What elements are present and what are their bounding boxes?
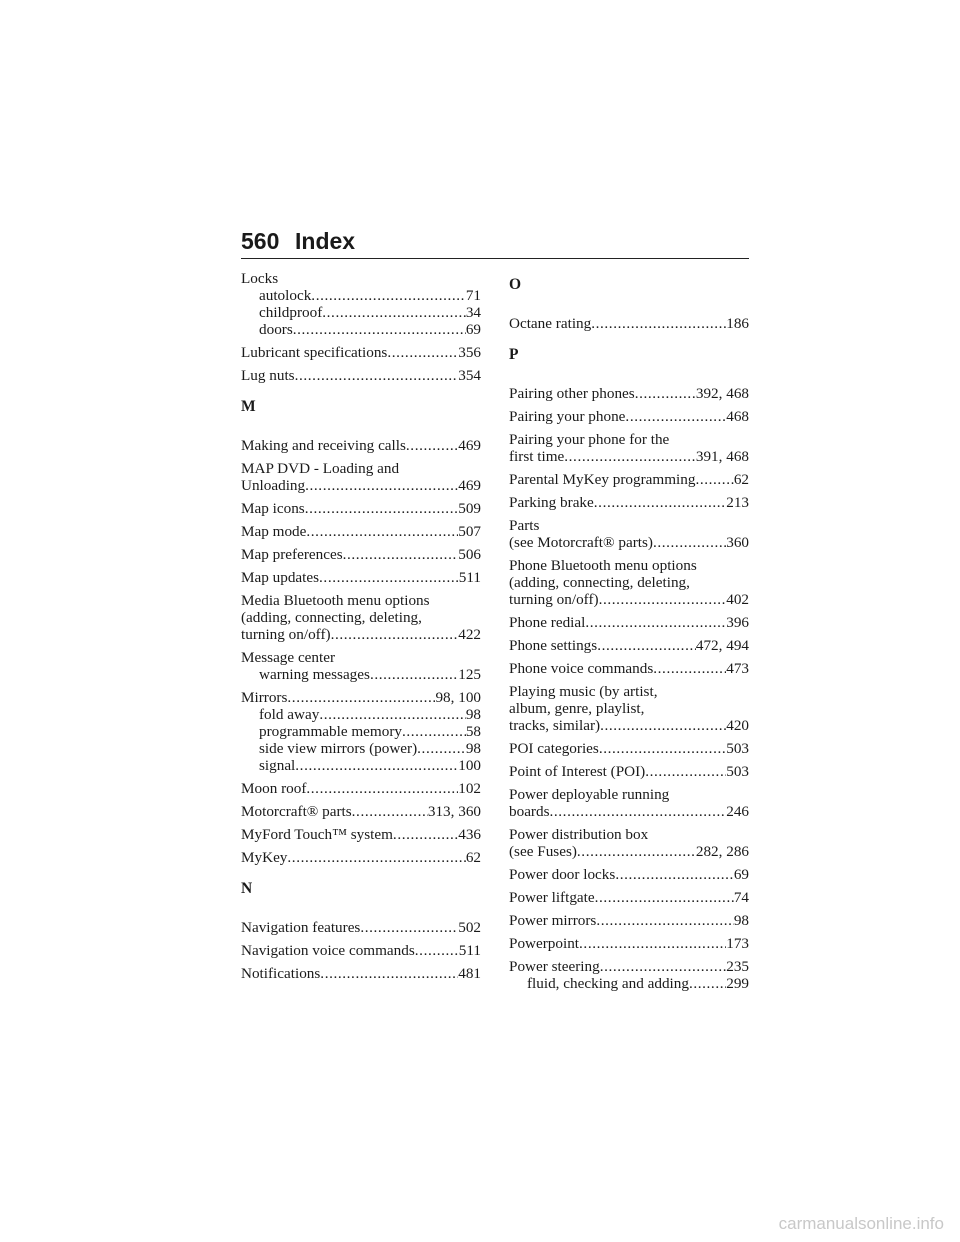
index-entry	[241, 592, 481, 643]
page-reference: 503	[726, 763, 749, 780]
index-line	[241, 500, 481, 517]
index-entry	[241, 460, 481, 494]
dot-leader	[595, 889, 734, 906]
index-entry	[241, 849, 481, 866]
index-entry	[509, 740, 749, 757]
index-line	[509, 591, 749, 608]
index-line	[509, 534, 749, 551]
index-term: Power door locks	[509, 866, 616, 883]
index-entry	[241, 270, 481, 338]
index-entry	[509, 660, 749, 677]
page-reference: 102	[458, 780, 481, 797]
page-reference: 511	[458, 569, 481, 586]
index-term: childproof	[259, 304, 323, 321]
index-line	[241, 304, 481, 321]
dot-leader	[331, 626, 459, 643]
index-entry	[241, 803, 481, 820]
page-reference: 506	[458, 546, 481, 563]
page-title: Index	[295, 228, 356, 254]
page-reference: 246	[726, 803, 749, 820]
page-reference: 468	[726, 408, 749, 425]
page-reference: 502	[458, 919, 481, 936]
index-line	[509, 637, 749, 654]
index-line	[509, 614, 749, 631]
index-entry	[509, 763, 749, 780]
index-term: Phone settings	[509, 637, 598, 654]
index-column-right	[509, 270, 749, 998]
dot-leader	[293, 321, 466, 338]
index-term: Power steering	[509, 958, 600, 975]
dot-leader	[591, 315, 726, 332]
dot-leader	[653, 660, 726, 677]
index-entry	[509, 408, 749, 425]
index-entry	[509, 826, 749, 860]
dot-leader	[343, 546, 459, 563]
dot-leader	[387, 344, 458, 361]
section-letter: M	[241, 398, 256, 415]
dot-leader	[393, 826, 458, 843]
index-line	[241, 849, 481, 866]
page-reference: 360	[726, 534, 749, 551]
index-line	[509, 866, 749, 883]
dot-leader	[306, 780, 458, 797]
index-term: Unloading	[241, 477, 306, 494]
page-reference: 69	[465, 321, 481, 338]
dot-leader	[406, 437, 458, 454]
page-reference: 436	[458, 826, 481, 843]
page-reference: 213	[726, 494, 749, 511]
index-term: fold away	[259, 706, 320, 723]
index-line	[241, 523, 481, 540]
index-term: Lubricant specifications	[241, 344, 388, 361]
page-header	[241, 228, 749, 259]
index-line	[241, 367, 481, 384]
index-entry	[509, 431, 749, 465]
index-term: Motorcraft® parts	[241, 803, 352, 820]
index-line	[241, 757, 481, 774]
index-term: boards	[509, 803, 550, 820]
page-reference: 396	[726, 614, 749, 631]
index-line	[241, 477, 481, 494]
index-term: MAP DVD - Loading and	[241, 460, 400, 477]
page-reference: 420	[726, 717, 749, 734]
page-reference: 98	[465, 706, 481, 723]
page-reference: 282, 286	[695, 843, 749, 860]
index-entry	[241, 942, 481, 959]
page-reference: 58	[465, 723, 481, 740]
index-line	[241, 723, 481, 740]
index-term: (adding, connecting, deleting,	[241, 609, 422, 626]
index-term: Parts	[509, 517, 540, 534]
index-term: fluid, checking and adding	[527, 975, 689, 992]
index-line	[241, 780, 481, 797]
index-term: Power mirrors	[509, 912, 597, 929]
index-term: Pairing your phone	[509, 408, 626, 425]
page-reference: 98	[733, 912, 749, 929]
index-line	[509, 740, 749, 757]
dot-leader	[352, 803, 428, 820]
index-term: (see Motorcraft® parts)	[509, 534, 653, 551]
page-reference: 509	[458, 500, 481, 517]
page-reference: 125	[458, 666, 481, 683]
page-reference: 34	[465, 304, 481, 321]
dot-leader	[322, 304, 466, 321]
index-line	[509, 660, 749, 677]
index-line	[509, 471, 749, 488]
index-line	[509, 315, 749, 332]
index-term: Mirrors	[241, 689, 288, 706]
dot-leader	[615, 866, 734, 883]
index-term: (adding, connecting, deleting,	[509, 574, 690, 591]
index-entry	[509, 866, 749, 883]
index-column-left	[241, 270, 481, 988]
index-line	[509, 763, 749, 780]
index-term: Notifications	[241, 965, 321, 982]
page-reference: 391, 468	[695, 448, 749, 465]
dot-leader	[305, 477, 458, 494]
index-line	[509, 494, 749, 511]
page-reference: 313, 360	[427, 803, 481, 820]
index-line	[241, 437, 481, 454]
index-term: programmable memory	[259, 723, 402, 740]
index-line	[241, 826, 481, 843]
dot-leader	[319, 706, 466, 723]
watermark: carmanualsonline.info	[778, 1214, 944, 1233]
page-reference: 392, 468	[695, 385, 749, 402]
index-term: Map preferences	[241, 546, 343, 563]
index-entry	[509, 912, 749, 929]
index-entry	[509, 683, 749, 734]
dot-leader	[585, 614, 726, 631]
index-term: Phone Bluetooth menu options	[509, 557, 697, 574]
dot-leader	[370, 666, 458, 683]
page-reference: 469	[458, 477, 481, 494]
page-reference: 235	[726, 958, 749, 975]
index-line	[509, 803, 749, 820]
index-term: Navigation voice commands	[241, 942, 415, 959]
index-line	[241, 706, 481, 723]
dot-leader	[579, 935, 726, 952]
dot-leader	[402, 723, 466, 740]
index-entry	[509, 889, 749, 906]
dot-leader	[360, 919, 458, 936]
dot-leader	[689, 975, 726, 992]
index-term: Playing music (by artist,	[509, 683, 658, 700]
page-reference: 473	[726, 660, 749, 677]
index-line	[509, 889, 749, 906]
dot-leader	[635, 385, 696, 402]
index-term: Navigation features	[241, 919, 361, 936]
index-entry	[509, 517, 749, 551]
dot-leader	[577, 843, 696, 860]
index-line	[509, 408, 749, 425]
index-line	[241, 546, 481, 563]
index-entry	[509, 935, 749, 952]
index-line	[509, 912, 749, 929]
dot-leader	[295, 367, 459, 384]
index-line	[509, 935, 749, 952]
index-entry	[241, 367, 481, 384]
index-term: Media Bluetooth menu options	[241, 592, 430, 609]
page-reference: 98, 100	[435, 689, 481, 706]
index-entry	[241, 344, 481, 361]
index-term: side view mirrors (power)	[259, 740, 418, 757]
index-entry	[509, 786, 749, 820]
index-entry	[241, 826, 481, 843]
index-term: POI categories	[509, 740, 599, 757]
index-line	[241, 666, 481, 683]
index-entry	[241, 500, 481, 517]
index-entry	[509, 557, 749, 608]
dot-leader	[596, 912, 733, 929]
dot-leader	[645, 763, 726, 780]
index-term: Powerpoint	[509, 935, 580, 952]
index-term: Map icons	[241, 500, 305, 517]
dot-leader	[287, 849, 465, 866]
index-entry	[509, 958, 749, 992]
index-line	[241, 626, 481, 643]
page-reference: 100	[458, 757, 481, 774]
index-entry	[509, 494, 749, 511]
index-term: Moon roof	[241, 780, 307, 797]
index-entry	[509, 385, 749, 402]
page-reference: 481	[458, 965, 481, 982]
index-term: Parental MyKey programming	[509, 471, 696, 488]
dot-leader	[320, 965, 458, 982]
page-reference: 472, 494	[695, 637, 749, 654]
dot-leader	[550, 803, 727, 820]
page-reference: 469	[458, 437, 481, 454]
dot-leader	[594, 494, 726, 511]
page-reference: 402	[726, 591, 749, 608]
index-entry	[241, 780, 481, 797]
dot-leader	[287, 689, 435, 706]
dot-leader	[306, 523, 458, 540]
page-reference: 98	[465, 740, 481, 757]
dot-leader	[319, 569, 459, 586]
page-reference: 71	[465, 287, 481, 304]
index-entry	[509, 614, 749, 631]
index-term: turning on/off)	[509, 591, 599, 608]
index-term: (see Fuses)	[509, 843, 577, 860]
dot-leader	[600, 717, 726, 734]
dot-leader	[417, 740, 466, 757]
page-reference: 511	[458, 942, 481, 959]
index-term: turning on/off)	[241, 626, 331, 643]
index-line	[509, 385, 749, 402]
index-entry	[509, 471, 749, 488]
dot-leader	[695, 471, 733, 488]
index-term: autolock	[259, 287, 312, 304]
page-reference: 173	[726, 935, 749, 952]
page-reference: 74	[733, 889, 749, 906]
dot-leader	[653, 534, 726, 551]
index-term: Power liftgate	[509, 889, 595, 906]
index-term: Phone voice commands	[509, 660, 654, 677]
page-reference: 299	[726, 975, 749, 992]
index-entry	[241, 523, 481, 540]
index-line	[509, 975, 749, 992]
dot-leader	[305, 500, 459, 517]
page-reference: 62	[465, 849, 481, 866]
index-term: Octane rating	[509, 315, 592, 332]
dot-leader	[625, 408, 726, 425]
index-term: Making and receiving calls	[241, 437, 406, 454]
page-reference: 507	[458, 523, 481, 540]
index-term: tracks, similar)	[509, 717, 601, 734]
section-letter: O	[509, 276, 522, 293]
index-line	[241, 569, 481, 586]
index-entry	[509, 315, 749, 332]
dot-leader	[600, 958, 727, 975]
index-line	[241, 942, 481, 959]
section-letter: P	[509, 346, 519, 363]
index-term: first time	[509, 448, 565, 465]
dot-leader	[415, 942, 459, 959]
index-line	[241, 689, 481, 706]
page-number: 560	[241, 228, 280, 254]
index-term: MyFord Touch™ system	[241, 826, 393, 843]
index-line	[241, 344, 481, 361]
index-entry	[241, 546, 481, 563]
page-reference: 503	[726, 740, 749, 757]
index-term: signal	[259, 757, 296, 774]
index-term: Power deployable running	[509, 786, 670, 803]
index-line	[241, 965, 481, 982]
page-reference: 354	[458, 367, 481, 384]
index-entry	[241, 569, 481, 586]
dot-leader	[597, 637, 696, 654]
index-term: Point of Interest (POI)	[509, 763, 646, 780]
index-line	[241, 287, 481, 304]
page-reference: 62	[733, 471, 749, 488]
index-line	[509, 958, 749, 975]
index-term: Message center	[241, 649, 336, 666]
index-term: Locks	[241, 270, 279, 287]
index-entry	[241, 689, 481, 774]
index-term: doors	[259, 321, 293, 338]
index-entry	[241, 649, 481, 683]
index-term: Phone redial	[509, 614, 586, 631]
page-reference: 356	[458, 344, 481, 361]
index-term: Parking brake	[509, 494, 594, 511]
index-term: Lug nuts	[241, 367, 295, 384]
index-entry	[509, 637, 749, 654]
index-term: Pairing other phones	[509, 385, 635, 402]
index-entry	[241, 437, 481, 454]
index-term: warning messages	[259, 666, 370, 683]
index-term: MyKey	[241, 849, 288, 866]
dot-leader	[311, 287, 466, 304]
index-term: album, genre, playlist,	[509, 700, 645, 717]
section-letter: N	[241, 880, 253, 897]
dot-leader	[599, 591, 727, 608]
index-term: Pairing your phone for the	[509, 431, 670, 448]
index-entry	[241, 965, 481, 982]
page-reference: 422	[458, 626, 481, 643]
index-line	[241, 919, 481, 936]
index-term: Map updates	[241, 569, 320, 586]
dot-leader	[599, 740, 726, 757]
index-line	[509, 448, 749, 465]
index-line	[241, 321, 481, 338]
index-line	[509, 717, 749, 734]
dot-leader	[564, 448, 696, 465]
index-term: Map mode	[241, 523, 307, 540]
index-entry	[241, 919, 481, 936]
dot-leader	[295, 757, 458, 774]
index-term: Power distribution box	[509, 826, 649, 843]
page-reference: 186	[726, 315, 749, 332]
index-line	[509, 843, 749, 860]
index-line	[241, 803, 481, 820]
page-reference: 69	[733, 866, 749, 883]
index-line	[241, 740, 481, 757]
